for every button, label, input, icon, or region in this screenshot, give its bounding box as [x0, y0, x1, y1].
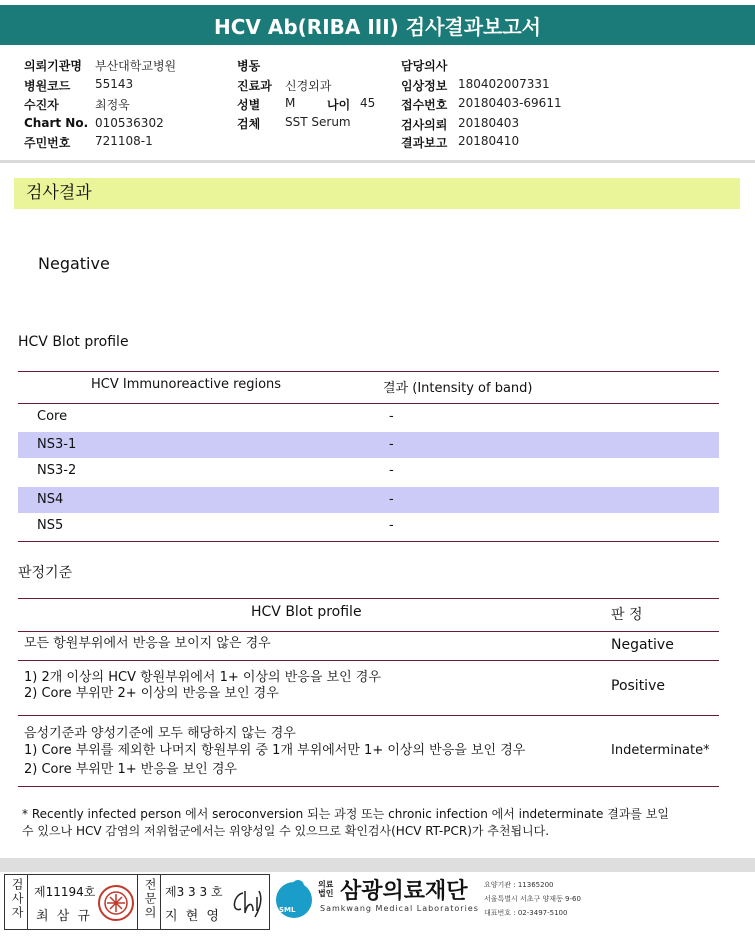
- criteria-line: 모든 항원부위에서 반응을 보이지 않은 경우: [24, 636, 271, 651]
- criteria-line: 2) Core 부위만 1+ 반응을 보인 경우: [24, 762, 237, 777]
- specialist-label: 전문의: [143, 878, 157, 920]
- resident-number: 721108-1: [95, 134, 153, 148]
- region-name: NS4: [37, 492, 64, 507]
- examiner-name: 최 삼 규: [36, 909, 92, 924]
- criteria-line: 1) 2개 이상의 HCV 항원부위에서 1+ 이상의 반응을 보인 경우: [24, 670, 381, 685]
- profile-title: HCV Blot profile: [18, 334, 129, 350]
- age: 45: [360, 96, 376, 110]
- department: 신경외과: [285, 79, 332, 93]
- info-label: 담당의사: [401, 59, 448, 73]
- column-header-intensity: 결과 (Intensity of band): [383, 381, 533, 396]
- table-rule: [18, 598, 719, 599]
- signature-icon: [225, 883, 265, 921]
- info-label: 주민번호: [24, 136, 71, 150]
- hospital-name: 부산대학교병원: [95, 59, 177, 73]
- specimen: SST Serum: [285, 115, 351, 129]
- org-name: 삼광의료재단: [340, 879, 468, 904]
- column-header-judgement: 판 정: [611, 607, 643, 623]
- info-label: 의뢰기관명: [24, 59, 82, 73]
- clinical-info: 180402007331: [458, 77, 550, 91]
- org-prefix-top: 의료: [318, 880, 334, 889]
- examiner-label: 검사자: [10, 878, 24, 920]
- info-label: 검사의뢰: [401, 118, 448, 132]
- region-name: Core: [37, 409, 68, 424]
- criteria-line: 음성기준과 양성기준에 모두 해당하지 않는 경우: [24, 726, 296, 741]
- section-title: 검사결과: [14, 178, 740, 209]
- report-date: 20180410: [458, 134, 520, 148]
- criteria-line: 1) Core 부위를 제외한 나머지 항원부위 중 1개 부위에서만 1+ 이상의 반응을 보인 경우: [24, 743, 526, 758]
- judgement-positive: Positive: [611, 678, 665, 694]
- specialist-name: 지 현 영: [165, 909, 221, 924]
- table-rule: [18, 371, 719, 372]
- specialist-label-cell: [137, 875, 161, 929]
- criteria-title: 판정기준: [18, 565, 73, 581]
- address: 서울특별시 서초구 양재동 9-60: [484, 895, 581, 903]
- footer-divider: [0, 858, 755, 872]
- judgement-negative: Negative: [611, 637, 674, 653]
- info-label: 수진자: [24, 98, 59, 112]
- test-result: Negative: [38, 254, 110, 273]
- info-label: 병원코드: [24, 79, 71, 93]
- column-header-profile: HCV Blot profile: [251, 604, 362, 620]
- org-prefix-bottom: 법인: [318, 889, 334, 898]
- criteria-line: 2) Core 부위만 2+ 이상의 반응을 보인 경우: [24, 686, 279, 701]
- band-intensity: -: [389, 409, 394, 424]
- org-prefix: [318, 880, 333, 898]
- examiner-license: 제11194호: [34, 885, 96, 899]
- table-rule: [18, 786, 719, 787]
- table-row: [18, 487, 719, 513]
- table-row: [18, 404, 719, 430]
- report-title: HCV Ab(RIBA III) 검사결과보고서: [0, 5, 755, 45]
- table-row: [18, 432, 719, 458]
- specialist-license: 제3 3 3 호: [165, 885, 223, 899]
- footnote-line: * Recently infected person 에서 seroconversion 되는 과정 또는 chronic infection 에서 indeterminate 결과를 보일: [22, 807, 670, 821]
- band-intensity: -: [389, 492, 394, 507]
- table-rule: [18, 660, 719, 661]
- divider: [0, 160, 755, 163]
- table-rule: [18, 715, 719, 716]
- receipt-number: 20180403-69611: [458, 96, 562, 110]
- hospital-code: 55143: [95, 77, 134, 91]
- region-name: NS3-1: [37, 437, 77, 452]
- info-label: 검체: [237, 117, 261, 131]
- table-rule: [18, 541, 719, 542]
- org-english-name: Samkwang Medical Laboratories: [320, 904, 479, 913]
- phone-number: 대표번호 : 02-3497-5100: [484, 909, 568, 917]
- sex: M: [285, 96, 296, 110]
- info-label: 성별: [237, 98, 261, 112]
- table-row: [18, 513, 719, 539]
- institution-code: 요양기관 : 11365200: [484, 881, 554, 889]
- info-label: 결과보고: [401, 136, 448, 150]
- judgement-indeterminate: Indeterminate*: [611, 743, 710, 758]
- column-header-region: HCV Immunoreactive regions: [91, 377, 282, 392]
- sml-logo-text: SML: [279, 906, 296, 914]
- table-row: [18, 458, 719, 484]
- region-name: NS5: [37, 518, 64, 533]
- info-label: 진료과: [237, 79, 272, 93]
- table-rule: [18, 631, 719, 632]
- info-label: 임상정보: [401, 79, 448, 93]
- info-label: 접수번호: [401, 98, 448, 112]
- info-label: Chart No.: [24, 116, 89, 130]
- signature-box: [4, 874, 270, 930]
- patient-name: 최정욱: [95, 98, 130, 112]
- request-date: 20180403: [458, 116, 520, 130]
- chart-number: 010536302: [95, 116, 164, 130]
- band-intensity: -: [389, 437, 394, 452]
- band-intensity: -: [389, 518, 394, 533]
- info-label: 나이: [327, 98, 351, 112]
- info-label: 병동: [237, 59, 261, 73]
- region-name: NS3-2: [37, 463, 77, 478]
- footnote-line: 수 있으나 HCV 감염의 저위험군에서는 위양성일 수 있으므로 확인검사(HCV RT-PCR)가 추천됩니다.: [22, 824, 550, 838]
- band-intensity: -: [389, 463, 394, 478]
- examiner-label-cell: [5, 875, 28, 929]
- seal-stamp-icon: [97, 884, 135, 922]
